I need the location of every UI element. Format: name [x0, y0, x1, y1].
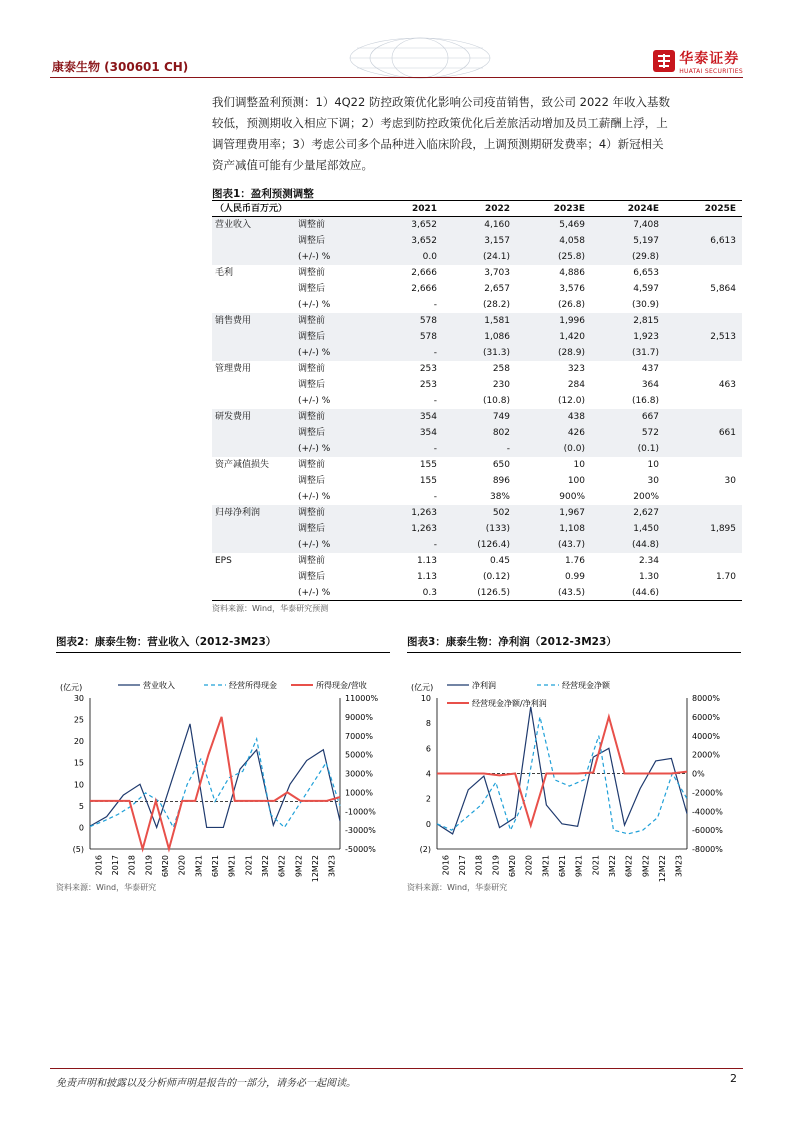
table-cell: 调整后 [298, 380, 326, 390]
table-cell: 5,864 [710, 284, 736, 294]
table-cell: 502 [492, 508, 510, 518]
table-cell: 323 [567, 364, 585, 374]
y2-tick-label: 5000% [345, 750, 373, 760]
x-tick-label: 6M22 [277, 855, 287, 878]
table-row [212, 489, 742, 505]
table-cell: 572 [641, 428, 659, 438]
summary-paragraph [212, 92, 742, 176]
table-cell: - [433, 396, 437, 406]
table-cell: 调整前 [298, 364, 326, 374]
table-cell: 650 [492, 460, 510, 470]
table-cell: 1,895 [710, 524, 736, 534]
report-title: 康泰生物 (300601 CH) [52, 60, 189, 74]
table-cell: 4,160 [484, 220, 510, 230]
table-cell: 437 [641, 364, 659, 374]
y2-tick-label: 4000% [692, 731, 720, 741]
table-cell: 2.34 [638, 556, 659, 566]
y-tick-label: 10 [420, 694, 431, 703]
table-cell: 253 [419, 364, 437, 374]
table-cell: 6,653 [633, 268, 659, 278]
table-cell: (29.8) [631, 252, 659, 262]
table-cell: 3,652 [411, 220, 437, 230]
row-group-label: 毛利 [215, 268, 234, 278]
table-row [212, 265, 742, 281]
table-cell: 2,513 [710, 332, 736, 342]
x-tick-label: 2018 [127, 855, 137, 876]
table-cell: 4,886 [559, 268, 585, 278]
row-group-label: 营业收入 [215, 220, 252, 230]
table-cell: 1.70 [715, 572, 736, 582]
table-cell: (+/-) % [298, 588, 331, 598]
table-cell: 5,197 [633, 236, 659, 246]
table-cell: 38% [489, 492, 510, 502]
y2-tick-label: 1000% [345, 788, 373, 798]
table-cell: 1,923 [633, 332, 659, 342]
table-row [212, 281, 742, 297]
table-cell: (+/-) % [298, 300, 331, 310]
y-tick-label: 0 [78, 823, 84, 833]
x-tick-label: 3M23 [674, 855, 684, 878]
row-group-label: 管理费用 [215, 364, 252, 374]
table-row [212, 361, 742, 377]
y-tick-label: 0 [425, 819, 431, 829]
table-row [212, 345, 742, 361]
y2-tick-label: 9000% [345, 712, 373, 722]
y-tick-label: 5 [78, 801, 84, 811]
table-cell: 155 [419, 476, 437, 486]
table-cell: 2,627 [633, 508, 659, 518]
table-cell: 3,652 [411, 236, 437, 246]
y-tick-label: 15 [73, 758, 84, 768]
revenue-chart [56, 653, 390, 883]
y-tick-label: 25 [73, 715, 84, 725]
brand-logo [653, 48, 743, 74]
y-tick-label: 10 [73, 780, 84, 790]
table-source: 资料来源：Wind，华泰研究预测 [212, 604, 329, 613]
table-cell: 3,576 [559, 284, 585, 294]
table-row [212, 441, 742, 457]
table-cell: 调整前 [298, 508, 326, 518]
table-cell: 230 [492, 380, 510, 390]
legend-label: 经营现金净额/净利润 [472, 699, 547, 708]
paragraph-line: 资产减值可能有少量尾部效应。 [212, 158, 373, 172]
table-cell: 1,581 [484, 316, 510, 326]
table-cell: 155 [419, 460, 437, 470]
x-tick-label: 9M22 [641, 855, 651, 878]
table-cell: 2,815 [633, 316, 659, 326]
table-cell: 1,086 [484, 332, 510, 342]
table-cell: 调整后 [298, 476, 326, 486]
y-tick-label: 30 [73, 694, 84, 703]
x-tick-label: 6M21 [558, 855, 567, 878]
x-tick-label: 3M21 [541, 855, 551, 878]
table-cell: 1.30 [638, 572, 659, 582]
globe-watermark-icon [345, 36, 495, 80]
footer-divider [50, 1068, 743, 1069]
table-cell: (26.8) [557, 300, 585, 310]
table-cell: 896 [492, 476, 510, 486]
disclaimer-text: 免责声明和披露以及分析师声明是报告的一部分，请务必一起阅读。 [56, 1078, 356, 1089]
table-cell: (24.1) [482, 252, 510, 262]
table-cell: 900% [559, 492, 585, 502]
table-cell: 10 [573, 460, 585, 470]
table-cell: 2,657 [484, 284, 510, 294]
table-cell: (44.8) [631, 540, 659, 550]
page-number: 2 [730, 1072, 737, 1085]
table-cell: 0.3 [422, 588, 437, 598]
legend-label: 所得现金/营收 [316, 681, 367, 690]
table-cell: 调整后 [298, 236, 326, 246]
table-cell: (16.8) [631, 396, 659, 406]
table-cell: (12.0) [557, 396, 585, 406]
figure-title: 图表3：康泰生物：净利润（2012-3M23） [407, 634, 741, 653]
table-cell: 253 [419, 380, 437, 390]
table-row [212, 393, 742, 409]
table-header-cell: 2021 [411, 204, 437, 214]
table-header-row [212, 200, 742, 217]
table-cell: 284 [567, 380, 585, 390]
table-cell: - [433, 444, 437, 454]
table-row [212, 377, 742, 393]
row-group-label: 研发费用 [215, 412, 252, 422]
page-header [50, 48, 743, 80]
x-tick-label: 9M21 [574, 855, 584, 878]
y2-tick-label: -8000% [692, 845, 723, 854]
table-row [212, 505, 742, 521]
table-cell: (+/-) % [298, 540, 331, 550]
table-cell: 5,469 [559, 220, 585, 230]
table-row [212, 473, 742, 489]
table-row [212, 217, 742, 233]
brand-name-cn: 华泰证券 [679, 50, 740, 67]
table-cell: 3,157 [484, 236, 510, 246]
table-cell: 200% [633, 492, 659, 502]
table-cell: (31.7) [631, 348, 659, 358]
table-bottom-rule [212, 600, 742, 601]
table-row [212, 553, 742, 569]
huatai-logo-icon [653, 50, 675, 72]
x-tick-label: 2021 [244, 855, 254, 876]
table-header-cell: 2024E [627, 204, 659, 214]
table-cell: (30.9) [631, 300, 659, 310]
table-cell: 30 [724, 476, 736, 486]
y2-tick-label: -3000% [345, 826, 376, 836]
table-header-cell: 2025E [704, 204, 736, 214]
table-row [212, 313, 742, 329]
paragraph-line: 较低，预测期收入相应下调；2）考虑到防控政策优化后差旅活动增加及员工薪酬上浮，上 [212, 116, 668, 130]
x-tick-label: 2016 [441, 855, 451, 876]
table-cell: 1,450 [633, 524, 659, 534]
table-cell: 802 [492, 428, 510, 438]
x-tick-label: 3M21 [194, 855, 204, 878]
y2-tick-label: -1000% [345, 807, 376, 817]
x-tick-label: 3M23 [327, 855, 337, 878]
table-cell: (126.5) [477, 588, 510, 598]
table-header-cell: 2022 [484, 204, 510, 214]
table-cell: 7,408 [633, 220, 659, 230]
table-row [212, 521, 742, 537]
table-cell: 1,263 [411, 508, 437, 518]
y-tick-label: (5) [72, 845, 84, 854]
table-cell: - [433, 540, 437, 550]
y-tick-label: 4 [425, 769, 431, 779]
table-cell: 426 [567, 428, 585, 438]
table-row [212, 585, 742, 601]
table-row [212, 329, 742, 345]
table-cell: 调整前 [298, 316, 326, 326]
table-cell: 1,967 [559, 508, 585, 518]
row-group-label: EPS [215, 556, 232, 566]
table-cell: (25.8) [557, 252, 585, 262]
series-line [90, 724, 340, 828]
figure-net-profit [407, 634, 741, 887]
table-cell: 2,666 [411, 268, 437, 278]
table-cell: 10 [647, 460, 659, 470]
table-cell: 258 [492, 364, 510, 374]
series-line [90, 739, 340, 827]
y2-tick-label: -5000% [345, 845, 376, 854]
x-tick-label: 6M20 [508, 855, 517, 878]
table-cell: 调整后 [298, 524, 326, 534]
table-cell: 3,703 [484, 268, 510, 278]
y2-tick-label: -2000% [692, 788, 723, 798]
x-tick-label: 12M22 [311, 855, 320, 883]
table-cell: 调整后 [298, 572, 326, 582]
table-cell: 354 [419, 428, 437, 438]
y-tick-label: 2 [425, 794, 431, 804]
table-cell: (28.9) [557, 348, 585, 358]
table-cell: 100 [567, 476, 585, 486]
paragraph-line: 调管理费用率；3）考虑公司多个品种进入临床阶段，上调预测期研发费率；4）新冠相关 [212, 137, 664, 151]
table-cell: (0.0) [563, 444, 585, 454]
table-row [212, 425, 742, 441]
x-tick-label: 3M22 [608, 855, 617, 878]
y-tick-label: 20 [73, 737, 84, 747]
table-cell: 0.99 [564, 572, 585, 582]
y-axis-label: (亿元) [411, 683, 434, 692]
net-profit-chart [407, 653, 741, 883]
y2-tick-label: 3000% [345, 769, 373, 779]
legend-label: 经营现金净额 [562, 681, 610, 690]
table-cell: 1,108 [559, 524, 585, 534]
table-cell: (43.5) [557, 588, 585, 598]
table-cell: (31.3) [482, 348, 510, 358]
x-tick-label: 6M22 [624, 855, 634, 878]
table-cell: 667 [641, 412, 659, 422]
table-row [212, 537, 742, 553]
table-cell: 调整前 [298, 220, 326, 230]
x-tick-label: 2019 [144, 855, 154, 876]
x-tick-label: 2017 [111, 855, 120, 876]
y2-tick-label: -4000% [692, 807, 723, 817]
table-row [212, 409, 742, 425]
table-cell: 749 [492, 412, 510, 422]
series-line [437, 707, 687, 834]
x-tick-label: 2019 [491, 855, 501, 876]
table-cell: 6,613 [710, 236, 736, 246]
paragraph-line: 我们调整盈利预测：1）4Q22 防控政策优化影响公司疫苗销售，致公司 2022 年收入基数 [212, 95, 671, 109]
y2-tick-label: 0% [692, 769, 705, 779]
y2-tick-label: -6000% [692, 826, 723, 836]
table-row [212, 569, 742, 585]
table-cell: 661 [718, 428, 736, 438]
x-tick-label: 6M21 [211, 855, 220, 878]
y-tick-label: 6 [425, 744, 431, 754]
table-cell: 调整后 [298, 428, 326, 438]
legend-label: 净利润 [472, 681, 496, 690]
row-group-label: 销售费用 [215, 316, 252, 326]
table-cell: 578 [419, 332, 437, 342]
table-cell: 438 [567, 412, 585, 422]
table-cell: (43.7) [557, 540, 585, 550]
legend-label: 经营所得现金 [229, 681, 277, 690]
figure-revenue [56, 634, 390, 887]
table-cell: 364 [641, 380, 659, 390]
x-tick-label: 2017 [458, 855, 467, 876]
table-cell: - [433, 300, 437, 310]
table-header-cell: 2023E [553, 204, 585, 214]
table-cell: (28.2) [482, 300, 510, 310]
table-cell: 2,666 [411, 284, 437, 294]
forecast-table [212, 200, 742, 601]
table-cell: (126.4) [477, 540, 510, 550]
table-cell: 1.13 [416, 572, 437, 582]
table-header-cell: （人民币百万元） [215, 204, 288, 214]
table-row [212, 457, 742, 473]
x-tick-label: 12M22 [658, 855, 667, 883]
x-tick-label: 9M22 [294, 855, 304, 878]
table-cell: (+/-) % [298, 492, 331, 502]
table-cell: (10.8) [482, 396, 510, 406]
x-tick-label: 2020 [177, 855, 187, 876]
table-cell: 4,597 [633, 284, 659, 294]
table-cell: 578 [419, 316, 437, 326]
table-cell: 4,058 [559, 236, 585, 246]
table-cell: - [433, 492, 437, 502]
table-cell: (+/-) % [298, 348, 331, 358]
y2-tick-label: 11000% [345, 694, 379, 703]
legend-label: 营业收入 [143, 681, 175, 690]
table-cell: 1,996 [559, 316, 585, 326]
table-cell: (+/-) % [298, 444, 331, 454]
table-cell: (0.12) [482, 572, 510, 582]
table-row [212, 297, 742, 313]
table-cell: - [433, 348, 437, 358]
y2-tick-label: 7000% [345, 731, 373, 741]
y2-tick-label: 8000% [692, 694, 720, 703]
table-cell: 30 [647, 476, 659, 486]
table-cell: 调整前 [298, 268, 326, 278]
table-cell: 调整后 [298, 284, 326, 294]
table-cell: 1,420 [559, 332, 585, 342]
figure-source: 资料来源：Wind，华泰研究 [56, 883, 157, 892]
figure-title: 图表2：康泰生物：营业收入（2012-3M23） [56, 634, 390, 653]
table-cell: 354 [419, 412, 437, 422]
table-cell: 调整后 [298, 332, 326, 342]
x-tick-label: 2016 [94, 855, 104, 876]
table-cell: 463 [718, 380, 736, 390]
y2-tick-label: 6000% [692, 712, 720, 722]
table-cell: (+/-) % [298, 396, 331, 406]
table-cell: (133) [485, 524, 510, 534]
table-cell: 调整前 [298, 556, 326, 566]
table-cell: 1,263 [411, 524, 437, 534]
table-cell: 调整前 [298, 460, 326, 470]
x-tick-label: 3M22 [261, 855, 270, 878]
table-row [212, 233, 742, 249]
brand-name-en: HUATAI SECURITIES [679, 67, 743, 75]
table-row [212, 249, 742, 265]
table-cell: 1.76 [564, 556, 585, 566]
table-cell: 调整前 [298, 412, 326, 422]
table-cell: (44.6) [631, 588, 659, 598]
table-cell: 0.45 [489, 556, 510, 566]
y-axis-label: (亿元) [60, 683, 83, 692]
x-tick-label: 6M20 [161, 855, 170, 878]
table-cell: (+/-) % [298, 252, 331, 262]
y-tick-label: (2) [419, 845, 431, 854]
series-line [437, 717, 687, 834]
table-cell: - [506, 444, 510, 454]
x-tick-label: 2018 [474, 855, 484, 876]
table-title: 图表1：盈利预测调整 [212, 188, 314, 200]
header-divider [50, 77, 743, 78]
row-group-label: 归母净利润 [215, 508, 261, 518]
row-group-label: 资产减值损失 [215, 460, 270, 470]
y2-tick-label: 2000% [692, 750, 720, 760]
x-tick-label: 2020 [524, 855, 534, 876]
x-tick-label: 2021 [591, 855, 601, 876]
y-tick-label: 8 [425, 719, 431, 729]
table-cell: (0.1) [637, 444, 659, 454]
table-cell: 1.13 [416, 556, 437, 566]
x-tick-label: 9M21 [227, 855, 237, 878]
series-line [90, 717, 340, 849]
table-cell: 0.0 [422, 252, 437, 262]
figure-source: 资料来源：Wind，华泰研究 [407, 883, 508, 892]
